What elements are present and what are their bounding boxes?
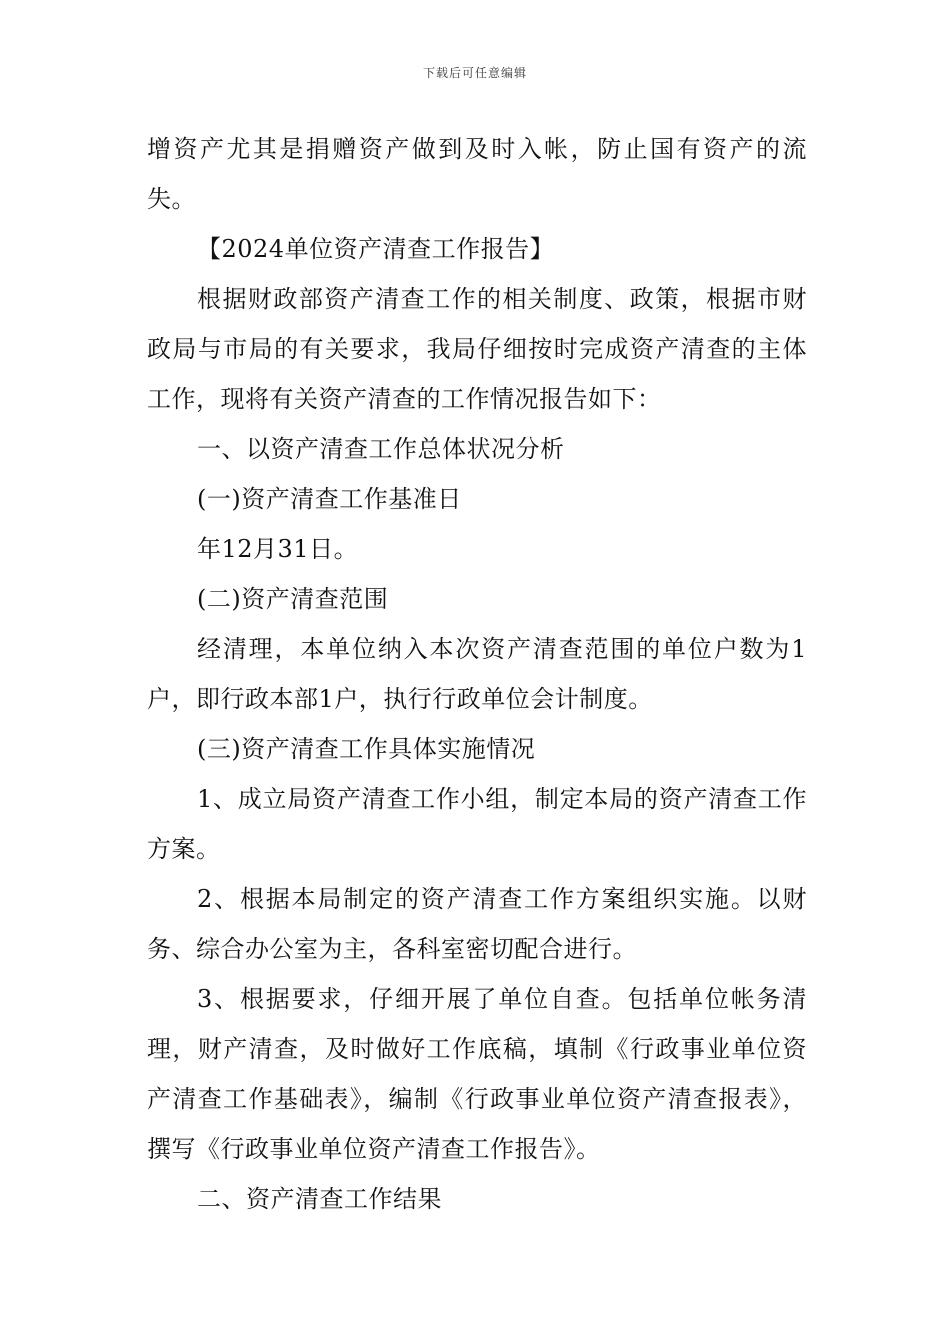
paragraph: 增资产尤其是捐赠资产做到及时入帐，防止国有资产的流失。	[147, 135, 807, 213]
list-item: 2、根据本局制定的资产清查工作方案组织实施。以财务、综合办公室为主，各科室密切配合进行。	[147, 885, 807, 963]
paragraph: 根据财政部资产清查工作的相关制度、政策，根据市财政局与市局的有关要求，我局仔细按时完成资产清查的主体工作，现将有关资产清查的工作情况报告如下：	[147, 285, 807, 413]
document-body	[147, 124, 807, 1224]
report-title: 【2024单位资产清查工作报告】	[197, 235, 555, 263]
list-item: 3、根据要求，仔细开展了单位自查。包括单位帐务清理，财产清查，及时做好工作底稿，填制《行政事业单位资产清查工作基础表》，编制《行政事业单位资产清查报表》，撰写《行政事业单位资产清查工作报告》。	[147, 985, 807, 1163]
subsection-heading: (三)资产清查工作具体实施情况	[197, 735, 536, 763]
page-header-note: 下载后可任意编辑	[422, 66, 527, 80]
subsection-heading: (二)资产清查范围	[197, 585, 389, 613]
subsection-heading: (一)资产清查工作基准日	[197, 485, 462, 513]
paragraph: 经清理，本单位纳入本次资产清查范围的单位户数为1户，即行政本部1户，执行行政单位会计制度。	[147, 635, 807, 713]
list-item: 1、成立局资产清查工作小组，制定本局的资产清查工作方案。	[147, 785, 807, 863]
section-heading: 二、资产清查工作结果	[197, 1185, 442, 1213]
section-heading: 一、以资产清查工作总体状况分析	[197, 435, 565, 463]
paragraph: 年12月31日。	[197, 535, 359, 563]
